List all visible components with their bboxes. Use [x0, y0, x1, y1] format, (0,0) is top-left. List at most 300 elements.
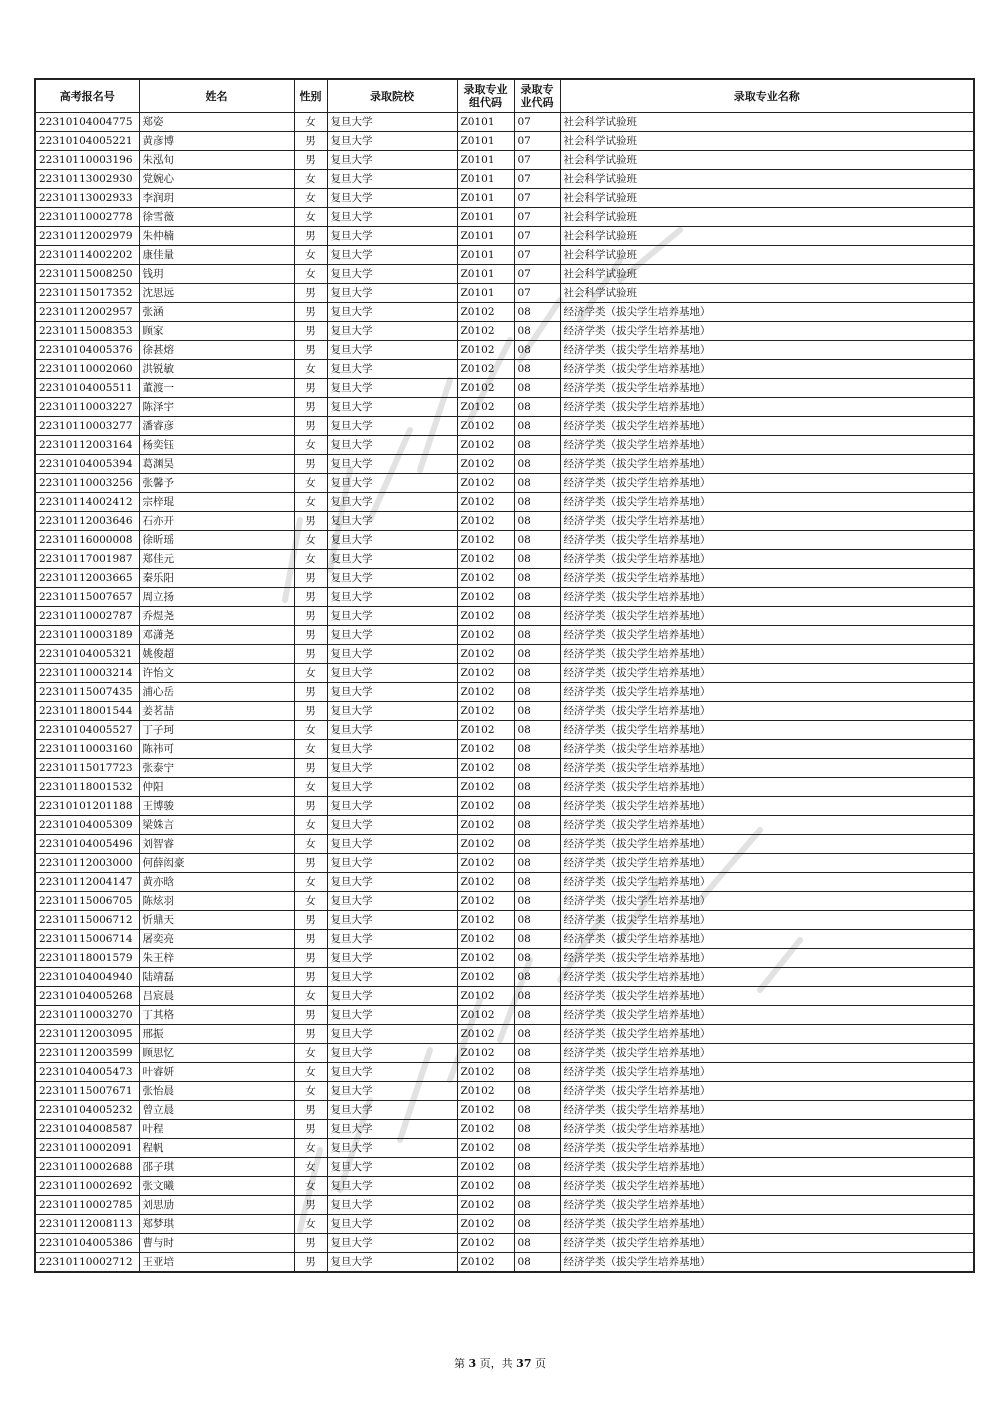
- cell-school: 复旦大学: [327, 512, 457, 531]
- cell-sex: 男: [294, 1196, 327, 1215]
- cell-major-code: 08: [514, 702, 560, 721]
- cell-major-name: 经济学类（拔尖学生培养基地）: [560, 1120, 974, 1139]
- cell-school: 复旦大学: [327, 493, 457, 512]
- cell-sex: 女: [294, 436, 327, 455]
- cell-group-code: Z0101: [457, 284, 514, 303]
- cell-group-code: Z0102: [457, 1234, 514, 1253]
- cell-group-code: Z0102: [457, 1253, 514, 1273]
- cell-group-code: Z0102: [457, 303, 514, 322]
- cell-school: 复旦大学: [327, 569, 457, 588]
- cell-major-code: 08: [514, 1006, 560, 1025]
- cell-school: 复旦大学: [327, 398, 457, 417]
- cell-school: 复旦大学: [327, 379, 457, 398]
- cell-major-name: 经济学类（拔尖学生培养基地）: [560, 1063, 974, 1082]
- cell-sex: 男: [294, 569, 327, 588]
- cell-name: 朱仲楠: [139, 227, 294, 246]
- cell-group-code: Z0102: [457, 550, 514, 569]
- cell-name: 何薛闳豪: [139, 854, 294, 873]
- cell-group-code: Z0102: [457, 930, 514, 949]
- cell-school: 复旦大学: [327, 1101, 457, 1120]
- cell-sex: 女: [294, 550, 327, 569]
- cell-school: 复旦大学: [327, 873, 457, 892]
- cell-major-name: 经济学类（拔尖学生培养基地）: [560, 455, 974, 474]
- cell-major-code: 08: [514, 645, 560, 664]
- table-row: [35, 265, 974, 284]
- cell-major-name: 经济学类（拔尖学生培养基地）: [560, 683, 974, 702]
- table-row: [35, 170, 974, 189]
- cell-exam-id: 22310115006705: [35, 892, 139, 911]
- cell-exam-id: 22310110002060: [35, 360, 139, 379]
- cell-major-code: 08: [514, 493, 560, 512]
- table-row: [35, 1063, 974, 1082]
- cell-school: 复旦大学: [327, 189, 457, 208]
- cell-major-code: 07: [514, 170, 560, 189]
- cell-school: 复旦大学: [327, 645, 457, 664]
- cell-major-code: 08: [514, 341, 560, 360]
- cell-major-code: 08: [514, 664, 560, 683]
- table-row: [35, 303, 974, 322]
- cell-name: 石亦开: [139, 512, 294, 531]
- cell-name: 曹与时: [139, 1234, 294, 1253]
- table-row: [35, 151, 974, 170]
- cell-major-code: 08: [514, 873, 560, 892]
- cell-school: 复旦大学: [327, 151, 457, 170]
- cell-exam-id: 22310104005511: [35, 379, 139, 398]
- cell-group-code: Z0102: [457, 1177, 514, 1196]
- cell-exam-id: 22310115017352: [35, 284, 139, 303]
- cell-group-code: Z0102: [457, 1044, 514, 1063]
- table-row: [35, 189, 974, 208]
- cell-name: 陈泽宇: [139, 398, 294, 417]
- cell-group-code: Z0102: [457, 1139, 514, 1158]
- cell-group-code: Z0102: [457, 626, 514, 645]
- cell-major-code: 08: [514, 721, 560, 740]
- table-row: [35, 550, 974, 569]
- cell-group-code: Z0102: [457, 360, 514, 379]
- cell-school: 复旦大学: [327, 284, 457, 303]
- cell-school: 复旦大学: [327, 987, 457, 1006]
- cell-school: 复旦大学: [327, 531, 457, 550]
- cell-sex: 男: [294, 702, 327, 721]
- cell-sex: 女: [294, 1215, 327, 1234]
- cell-school: 复旦大学: [327, 1025, 457, 1044]
- cell-major-code: 08: [514, 968, 560, 987]
- cell-group-code: Z0102: [457, 493, 514, 512]
- cell-exam-id: 22310104005221: [35, 132, 139, 151]
- cell-group-code: Z0102: [457, 1025, 514, 1044]
- cell-name: 浦心岳: [139, 683, 294, 702]
- cell-sex: 女: [294, 170, 327, 189]
- table-row: [35, 1006, 974, 1025]
- cell-name: 秦乐阳: [139, 569, 294, 588]
- cell-major-name: 经济学类（拔尖学生培养基地）: [560, 911, 974, 930]
- cell-major-code: 08: [514, 1177, 560, 1196]
- cell-group-code: Z0102: [457, 512, 514, 531]
- cell-exam-id: 22310114002202: [35, 246, 139, 265]
- cell-name: 宗梓琨: [139, 493, 294, 512]
- cell-major-name: 经济学类（拔尖学生培养基地）: [560, 474, 974, 493]
- cell-group-code: Z0102: [457, 1196, 514, 1215]
- cell-exam-id: 22310110002778: [35, 208, 139, 227]
- cell-name: 杨奕钰: [139, 436, 294, 455]
- cell-name: 徐雪薇: [139, 208, 294, 227]
- cell-group-code: Z0101: [457, 227, 514, 246]
- cell-name: 张泰宁: [139, 759, 294, 778]
- cell-name: 屠奕亮: [139, 930, 294, 949]
- cell-major-code: 08: [514, 474, 560, 493]
- cell-group-code: Z0102: [457, 474, 514, 493]
- cell-school: 复旦大学: [327, 1006, 457, 1025]
- cell-name: 徐昕瑶: [139, 531, 294, 550]
- cell-group-code: Z0102: [457, 1101, 514, 1120]
- cell-group-code: Z0102: [457, 892, 514, 911]
- cell-school: 复旦大学: [327, 474, 457, 493]
- cell-school: 复旦大学: [327, 360, 457, 379]
- cell-major-code: 08: [514, 550, 560, 569]
- cell-sex: 女: [294, 1063, 327, 1082]
- cell-school: 复旦大学: [327, 854, 457, 873]
- table-row: [35, 664, 974, 683]
- table-row: [35, 531, 974, 550]
- cell-exam-id: 22310110002688: [35, 1158, 139, 1177]
- cell-name: 丁子珂: [139, 721, 294, 740]
- cell-sex: 女: [294, 189, 327, 208]
- table-row: [35, 1025, 974, 1044]
- cell-group-code: Z0102: [457, 816, 514, 835]
- cell-school: 复旦大学: [327, 626, 457, 645]
- cell-major-code: 07: [514, 246, 560, 265]
- cell-sex: 女: [294, 474, 327, 493]
- cell-major-code: 08: [514, 683, 560, 702]
- cell-exam-id: 22310118001579: [35, 949, 139, 968]
- cell-name: 张馨予: [139, 474, 294, 493]
- cell-major-name: 经济学类（拔尖学生培养基地）: [560, 759, 974, 778]
- table-row: [35, 854, 974, 873]
- cell-school: 复旦大学: [327, 113, 457, 132]
- cell-exam-id: 22310110003189: [35, 626, 139, 645]
- cell-school: 复旦大学: [327, 740, 457, 759]
- cell-major-code: 08: [514, 1082, 560, 1101]
- table-row: [35, 1234, 974, 1253]
- cell-group-code: Z0102: [457, 417, 514, 436]
- cell-exam-id: 22310112008113: [35, 1215, 139, 1234]
- col-header-name: 姓名: [139, 79, 294, 113]
- cell-sex: 女: [294, 721, 327, 740]
- cell-school: 复旦大学: [327, 455, 457, 474]
- cell-major-name: 经济学类（拔尖学生培养基地）: [560, 1139, 974, 1158]
- cell-major-name: 经济学类（拔尖学生培养基地）: [560, 588, 974, 607]
- cell-exam-id: 22310104005527: [35, 721, 139, 740]
- cell-sex: 男: [294, 1006, 327, 1025]
- cell-exam-id: 22310118001532: [35, 778, 139, 797]
- cell-group-code: Z0101: [457, 170, 514, 189]
- cell-sex: 男: [294, 227, 327, 246]
- cell-major-code: 08: [514, 1120, 560, 1139]
- cell-group-code: Z0102: [457, 398, 514, 417]
- cell-school: 复旦大学: [327, 721, 457, 740]
- cell-name: 李润玥: [139, 189, 294, 208]
- cell-major-name: 经济学类（拔尖学生培养基地）: [560, 341, 974, 360]
- cell-school: 复旦大学: [327, 1063, 457, 1082]
- cell-name: 郑姿: [139, 113, 294, 132]
- cell-sex: 男: [294, 303, 327, 322]
- cell-sex: 女: [294, 740, 327, 759]
- cell-major-name: 经济学类（拔尖学生培养基地）: [560, 1006, 974, 1025]
- cell-name: 郑梦琪: [139, 1215, 294, 1234]
- cell-name: 丁其格: [139, 1006, 294, 1025]
- cell-sex: 男: [294, 512, 327, 531]
- cell-major-name: 社会科学试验班: [560, 265, 974, 284]
- cell-exam-id: 22310115006712: [35, 911, 139, 930]
- cell-sex: 男: [294, 968, 327, 987]
- cell-exam-id: 22310117001987: [35, 550, 139, 569]
- admission-sheet: [34, 78, 973, 1273]
- cell-major-name: 社会科学试验班: [560, 151, 974, 170]
- cell-major-code: 07: [514, 227, 560, 246]
- cell-major-code: 07: [514, 284, 560, 303]
- table-row: [35, 835, 974, 854]
- cell-group-code: Z0102: [457, 854, 514, 873]
- cell-exam-id: 22310104005232: [35, 1101, 139, 1120]
- cell-major-code: 08: [514, 1234, 560, 1253]
- cell-sex: 男: [294, 930, 327, 949]
- table-row: [35, 778, 974, 797]
- cell-name: 王博骏: [139, 797, 294, 816]
- cell-major-code: 07: [514, 265, 560, 284]
- cell-group-code: Z0102: [457, 873, 514, 892]
- cell-group-code: Z0102: [457, 1215, 514, 1234]
- cell-major-name: 社会科学试验班: [560, 208, 974, 227]
- cell-group-code: Z0102: [457, 436, 514, 455]
- table-row: [35, 360, 974, 379]
- cell-exam-id: 22310116000008: [35, 531, 139, 550]
- cell-major-name: 经济学类（拔尖学生培养基地）: [560, 436, 974, 455]
- cell-school: 复旦大学: [327, 1044, 457, 1063]
- cell-exam-id: 22310112003164: [35, 436, 139, 455]
- cell-sex: 女: [294, 1177, 327, 1196]
- cell-major-code: 08: [514, 1063, 560, 1082]
- table-row: [35, 816, 974, 835]
- cell-major-code: 08: [514, 322, 560, 341]
- cell-major-name: 经济学类（拔尖学生培养基地）: [560, 493, 974, 512]
- cell-exam-id: 22310114002412: [35, 493, 139, 512]
- footer-total-pages: 37: [516, 1357, 532, 1370]
- cell-exam-id: 22310112003095: [35, 1025, 139, 1044]
- cell-school: 复旦大学: [327, 968, 457, 987]
- cell-major-code: 07: [514, 113, 560, 132]
- cell-exam-id: 22310113002930: [35, 170, 139, 189]
- footer-middle: 页，共: [476, 1357, 517, 1370]
- table-body: [35, 113, 974, 1273]
- cell-name: 党婉心: [139, 170, 294, 189]
- cell-exam-id: 22310104004940: [35, 968, 139, 987]
- cell-exam-id: 22310112002957: [35, 303, 139, 322]
- cell-sex: 女: [294, 360, 327, 379]
- cell-major-name: 经济学类（拔尖学生培养基地）: [560, 949, 974, 968]
- cell-exam-id: 22310104005309: [35, 816, 139, 835]
- cell-group-code: Z0102: [457, 1063, 514, 1082]
- table-row: [35, 284, 974, 303]
- cell-major-code: 08: [514, 1253, 560, 1273]
- cell-school: 复旦大学: [327, 322, 457, 341]
- cell-major-name: 经济学类（拔尖学生培养基地）: [560, 1196, 974, 1215]
- table-row: [35, 1120, 974, 1139]
- cell-school: 复旦大学: [327, 835, 457, 854]
- cell-name: 邓潇尧: [139, 626, 294, 645]
- cell-name: 姚俊超: [139, 645, 294, 664]
- cell-major-name: 经济学类（拔尖学生培养基地）: [560, 398, 974, 417]
- cell-name: 陆靖磊: [139, 968, 294, 987]
- cell-name: 刘智睿: [139, 835, 294, 854]
- cell-sex: 女: [294, 531, 327, 550]
- cell-sex: 男: [294, 759, 327, 778]
- cell-exam-id: 22310110003277: [35, 417, 139, 436]
- cell-sex: 女: [294, 892, 327, 911]
- cell-exam-id: 22310101201188: [35, 797, 139, 816]
- cell-name: 梁姝言: [139, 816, 294, 835]
- cell-school: 复旦大学: [327, 1082, 457, 1101]
- cell-school: 复旦大学: [327, 778, 457, 797]
- cell-exam-id: 22310112003646: [35, 512, 139, 531]
- cell-school: 复旦大学: [327, 1253, 457, 1273]
- cell-name: 忻鼎天: [139, 911, 294, 930]
- cell-name: 姜茗喆: [139, 702, 294, 721]
- cell-major-name: 经济学类（拔尖学生培养基地）: [560, 512, 974, 531]
- cell-name: 朱王梓: [139, 949, 294, 968]
- cell-sex: 男: [294, 1025, 327, 1044]
- cell-group-code: Z0102: [457, 379, 514, 398]
- cell-group-code: Z0102: [457, 835, 514, 854]
- cell-major-code: 08: [514, 949, 560, 968]
- table-header-row: [35, 79, 974, 113]
- cell-school: 复旦大学: [327, 132, 457, 151]
- table-row: [35, 113, 974, 132]
- cell-major-name: 经济学类（拔尖学生培养基地）: [560, 1044, 974, 1063]
- cell-exam-id: 22310104005394: [35, 455, 139, 474]
- table-row: [35, 930, 974, 949]
- cell-major-code: 08: [514, 1025, 560, 1044]
- cell-group-code: Z0102: [457, 607, 514, 626]
- table-row: [35, 588, 974, 607]
- table-row: [35, 1215, 974, 1234]
- cell-school: 复旦大学: [327, 436, 457, 455]
- cell-major-name: 经济学类（拔尖学生培养基地）: [560, 626, 974, 645]
- cell-name: 张涵: [139, 303, 294, 322]
- table-row: [35, 227, 974, 246]
- cell-exam-id: 22310110002091: [35, 1139, 139, 1158]
- cell-major-name: 经济学类（拔尖学生培养基地）: [560, 664, 974, 683]
- cell-school: 复旦大学: [327, 664, 457, 683]
- cell-major-code: 08: [514, 607, 560, 626]
- cell-name: 潘睿彦: [139, 417, 294, 436]
- cell-major-name: 经济学类（拔尖学生培养基地）: [560, 740, 974, 759]
- table-row: [35, 626, 974, 645]
- cell-major-code: 08: [514, 303, 560, 322]
- cell-sex: 女: [294, 987, 327, 1006]
- table-row: [35, 246, 974, 265]
- table-row: [35, 759, 974, 778]
- cell-sex: 女: [294, 208, 327, 227]
- cell-major-code: 07: [514, 208, 560, 227]
- table-row: [35, 1253, 974, 1273]
- cell-sex: 男: [294, 949, 327, 968]
- cell-major-code: 08: [514, 569, 560, 588]
- cell-group-code: Z0102: [457, 1158, 514, 1177]
- cell-sex: 男: [294, 1253, 327, 1273]
- cell-major-name: 经济学类（拔尖学生培养基地）: [560, 816, 974, 835]
- cell-major-code: 08: [514, 398, 560, 417]
- cell-school: 复旦大学: [327, 265, 457, 284]
- cell-major-code: 07: [514, 189, 560, 208]
- cell-name: 葛渊昊: [139, 455, 294, 474]
- col-header-exam-id: 高考报名号: [35, 79, 139, 113]
- table-row: [35, 645, 974, 664]
- cell-exam-id: 22310115008353: [35, 322, 139, 341]
- cell-group-code: Z0102: [457, 322, 514, 341]
- cell-major-name: 经济学类（拔尖学生培养基地）: [560, 1215, 974, 1234]
- cell-exam-id: 22310104005321: [35, 645, 139, 664]
- cell-major-code: 07: [514, 151, 560, 170]
- cell-school: 复旦大学: [327, 246, 457, 265]
- table-row: [35, 208, 974, 227]
- cell-major-name: 社会科学试验班: [560, 246, 974, 265]
- cell-sex: 女: [294, 113, 327, 132]
- cell-sex: 男: [294, 797, 327, 816]
- cell-major-name: 经济学类（拔尖学生培养基地）: [560, 930, 974, 949]
- cell-group-code: Z0102: [457, 949, 514, 968]
- cell-group-code: Z0102: [457, 683, 514, 702]
- cell-major-name: 经济学类（拔尖学生培养基地）: [560, 987, 974, 1006]
- table-row: [35, 797, 974, 816]
- cell-sex: 女: [294, 1139, 327, 1158]
- cell-name: 钱玥: [139, 265, 294, 284]
- table-row: [35, 911, 974, 930]
- table-row: [35, 1082, 974, 1101]
- table-row: [35, 1139, 974, 1158]
- cell-group-code: Z0102: [457, 759, 514, 778]
- cell-sex: 男: [294, 854, 327, 873]
- table-row: [35, 512, 974, 531]
- cell-major-name: 经济学类（拔尖学生培养基地）: [560, 854, 974, 873]
- cell-exam-id: 22310110003214: [35, 664, 139, 683]
- cell-group-code: Z0102: [457, 778, 514, 797]
- cell-exam-id: 22310115007671: [35, 1082, 139, 1101]
- cell-major-code: 08: [514, 797, 560, 816]
- cell-sex: 女: [294, 778, 327, 797]
- table-row: [35, 607, 974, 626]
- cell-exam-id: 22310110003196: [35, 151, 139, 170]
- cell-exam-id: 22310115008250: [35, 265, 139, 284]
- table-row: [35, 987, 974, 1006]
- cell-sex: 女: [294, 835, 327, 854]
- cell-major-name: 社会科学试验班: [560, 189, 974, 208]
- admission-table: [34, 78, 975, 1273]
- cell-school: 复旦大学: [327, 683, 457, 702]
- table-row: [35, 436, 974, 455]
- cell-group-code: Z0102: [457, 664, 514, 683]
- cell-major-code: 08: [514, 1044, 560, 1063]
- cell-sex: 女: [294, 873, 327, 892]
- cell-major-name: 经济学类（拔尖学生培养基地）: [560, 550, 974, 569]
- cell-name: 顾家: [139, 322, 294, 341]
- cell-name: 曾立晨: [139, 1101, 294, 1120]
- table-row: [35, 892, 974, 911]
- cell-school: 复旦大学: [327, 341, 457, 360]
- cell-major-name: 经济学类（拔尖学生培养基地）: [560, 531, 974, 550]
- cell-exam-id: 22310112003599: [35, 1044, 139, 1063]
- cell-major-name: 经济学类（拔尖学生培养基地）: [560, 1025, 974, 1044]
- cell-major-code: 08: [514, 1196, 560, 1215]
